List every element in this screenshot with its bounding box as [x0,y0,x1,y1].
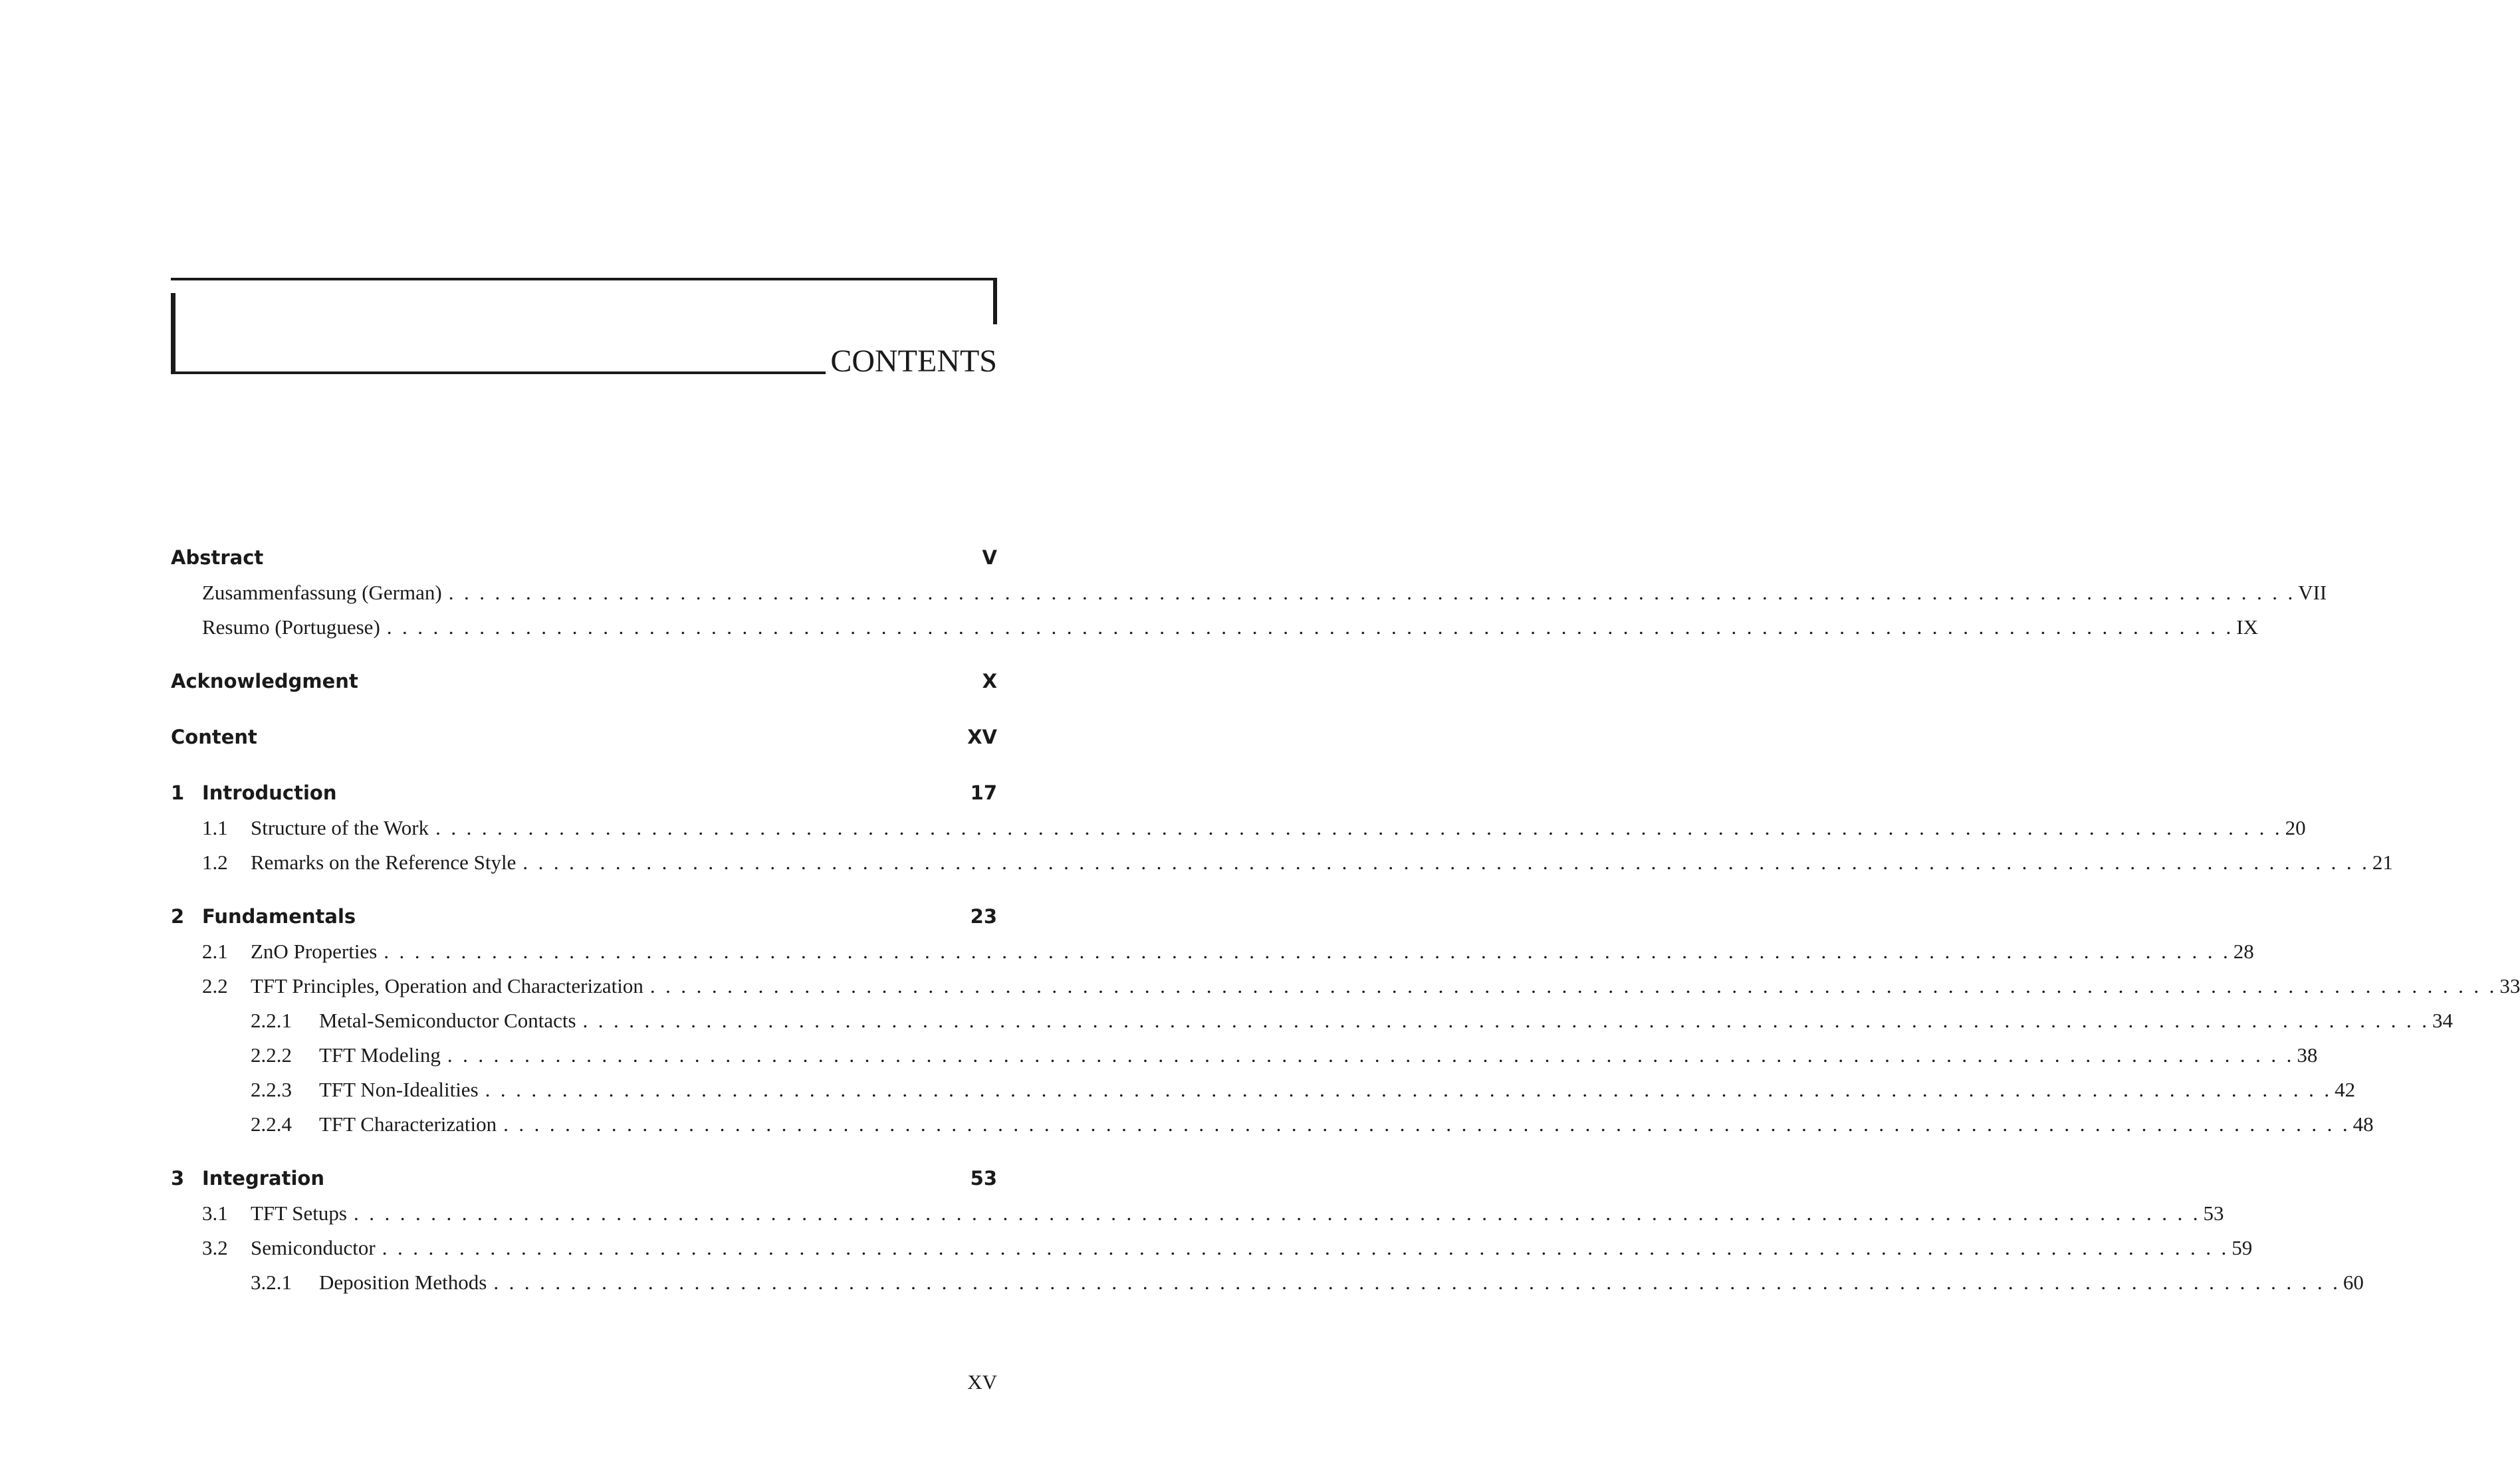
toc-entry-page: X [982,670,997,692]
toc-entry[interactable] [171,1009,2454,1035]
toc-entry[interactable] [171,1043,2318,1070]
toc-entry-page: 23 [970,905,997,928]
toc-entry[interactable] [171,615,2258,642]
chapter-frame-bottom-rule [171,371,826,374]
toc-entry-page: 59 [2232,1236,2253,1259]
toc-entry-number: 2 [171,905,185,928]
toc-entry-page: VII [2298,581,2327,604]
toc-entry-page: 48 [2352,1112,2374,1136]
toc-entry-number: 1.2 [202,851,228,874]
footer-page-number: XV [967,1370,997,1394]
toc-entry-page: 33 [2499,974,2520,997]
toc-entry-title: Acknowledgment [171,670,358,692]
toc-entry-number: 2.2.3 [251,1078,292,1101]
toc-entry-number: 1 [171,782,185,804]
toc-entry-title: ZnO Properties [251,940,378,963]
toc-entry-title: Introduction [202,782,337,804]
toc-dot-leader: . . . . . . . . . . . . . . . . . . . . . . . . . . . . . . . . . . . . . . . . . . . . . . . . . . . . . . . . . . . . . . . . . . . . . . . . . . . . . . . . . . . . . . . . . . . . . . . . . . . . . . . . . . . . . . . . . . . . . . . . [503,1112,2348,1136]
toc-dot-leader: . . . . . . . . . . . . . . . . . . . . . . . . . . . . . . . . . . . . . . . . . . . . . . . . . . . . . . . . . . . . . . . . . . . . . . . . . . . . . . . . . . . . . . . . . . . . . . . . . . . . . . . . . . . . . . . . . . . . . . . . [386,615,2232,639]
toc-entry-title: Abstract [171,546,264,569]
toc-entry-title: Metal-Semiconductor Contacts [319,1009,576,1032]
toc-dot-leader: . . . . . . . . . . . . . . . . . . . . . . . . . . . . . . . . . . . . . . . . . . . . . . . . . . . . . . . . . . . . . . . . . . . . . . . . . . . . . . . . . . . . . . . . . . . . . . . . . . . . . . . . . . . . . . . . . . . . . . . . [447,1043,2292,1067]
toc-entry-page: 53 [970,1167,997,1190]
toc-entry-page: IX [2236,615,2258,639]
toc-entry-title: Deposition Methods [319,1271,487,1294]
toc-entry-number: 3.2.1 [251,1271,292,1294]
toc-entry-title: TFT Characterization [319,1112,497,1136]
toc-entry[interactable] [171,1078,2356,1104]
toc-entry-page: 28 [2233,940,2254,963]
toc-entry-page: 60 [2343,1271,2364,1294]
toc-dot-leader: . . . . . . . . . . . . . . . . . . . . . . . . . . . . . . . . . . . . . . . . . . . . . . . . . . . . . . . . . . . . . . . . . . . . . . . . . . . . . . . . . . . . . . . . . . . . . . . . . . . . . . . . . . . . . . . . . . . . . . . . [522,851,2367,874]
toc-entry-title: TFT Non-Idealities [319,1078,479,1101]
toc-dot-leader: . . . . . . . . . . . . . . . . . . . . . . . . . . . . . . . . . . . . . . . . . . . . . . . . . . . . . . . . . . . . . . . . . . . . . . . . . . . . . . . . . . . . . . . . . . . . . . . . . . . . . . . . . . . . . . . . . . . . . . . . [382,1236,2227,1259]
chapter-frame-right-rule [993,278,997,324]
toc-entry[interactable] [171,782,997,808]
toc-dot-leader: . . . . . . . . . . . . . . . . . . . . . . . . . . . . . . . . . . . . . . . . . . . . . . . . . . . . . . . . . . . . . . . . . . . . . . . . . . . . . . . . . . . . . . . . . . . . . . . . . . . . . . . . . . . . . . . . . . . . . . . . [353,1201,2198,1225]
toc-entry-page: V [982,546,997,569]
toc-entry[interactable] [171,1271,2364,1297]
toc-entry-page: 42 [2335,1078,2356,1101]
toc-entry-title: Resumo (Portuguese) [202,615,380,639]
toc-entry[interactable] [171,1236,2253,1263]
toc-entry[interactable] [171,1112,2374,1139]
toc-entry-title: Semiconductor [251,1236,376,1259]
toc-entry-title: Structure of the Work [251,816,429,839]
toc-entry-title: Content [171,726,257,748]
toc-entry[interactable] [171,546,997,573]
toc-entry-title: Remarks on the Reference Style [251,851,516,874]
toc-dot-leader: . . . . . . . . . . . . . . . . . . . . . . . . . . . . . . . . . . . . . . . . . . . . . . . . . . . . . . . . . . . . . . . . . . . . . . . . . . . . . . . . . . . . . . . . . . . . . . . . . . . . . . . . . . . . . . . . . . . . . . . . [448,581,2293,604]
toc-entry[interactable] [171,851,2393,877]
toc-entry-title: TFT Setups [251,1201,347,1225]
toc-dot-leader: . . . . . . . . . . . . . . . . . . . . . . . . . . . . . . . . . . . . . . . . . . . . . . . . . . . . . . . . . . . . . . . . . . . . . . . . . . . . . . . . . . . . . . . . . . . . . . . . . . . . . . . . . . . . . . . . . . . . . . . . [435,816,2280,839]
chapter-frame-top-rule [171,278,996,280]
toc-dot-leader: . . . . . . . . . . . . . . . . . . . . . . . . . . . . . . . . . . . . . . . . . . . . . . . . . . . . . . . . . . . . . . . . . . . . . . . . . . . . . . . . . . . . . . . . . . . . . . . . . . . . . . . . . . . . . . . . . . . . . . . . [485,1078,2330,1101]
toc-entry[interactable] [171,816,2306,843]
toc-entry[interactable] [171,1167,997,1194]
toc-entry-title: TFT Modeling [319,1043,441,1067]
toc-entry-number: 2.2 [202,974,228,997]
toc-entry-number: 2.2.1 [251,1009,292,1032]
toc-entry-number: 2.2.2 [251,1043,292,1067]
toc-entry-title: Fundamentals [202,905,356,928]
toc-entry-number: 3.1 [202,1201,228,1225]
toc-entry-page: 20 [2285,816,2306,839]
toc-dot-leader: . . . . . . . . . . . . . . . . . . . . . . . . . . . . . . . . . . . . . . . . . . . . . . . . . . . . . . . . . . . . . . . . . . . . . . . . . . . . . . . . . . . . . . . . . . . . . . . . . . . . . . . . . . . . . . . . . . . . . . . . [384,940,2228,963]
toc-entry-number: 2.2.4 [251,1112,292,1136]
toc-dot-leader: . . . . . . . . . . . . . . . . . . . . . . . . . . . . . . . . . . . . . . . . . . . . . . . . . . . . . . . . . . . . . . . . . . . . . . . . . . . . . . . . . . . . . . . . . . . . . . . . . . . . . . . . . . . . . . . . . . . . . . . . [582,1009,2428,1032]
toc-entry-page: XV [967,726,997,748]
toc-entry-number: 3 [171,1167,185,1190]
toc-entry-title: TFT Principles, Operation and Characterization [251,974,643,997]
toc-entry-title: Integration [202,1167,324,1190]
toc-entry[interactable] [171,581,2327,607]
chapter-title: CONTENTS [830,344,997,379]
toc-entry-page: 17 [970,782,997,804]
toc-entry[interactable] [171,726,997,752]
toc-entry[interactable] [171,1201,2224,1228]
toc-entry-number: 1.1 [202,816,228,839]
toc-entry[interactable] [171,905,997,932]
toc-entry-page: 34 [2432,1009,2454,1032]
toc-dot-leader: . . . . . . . . . . . . . . . . . . . . . . . . . . . . . . . . . . . . . . . . . . . . . . . . . . . . . . . . . . . . . . . . . . . . . . . . . . . . . . . . . . . . . . . . . . . . . . . . . . . . . . . . . . . . . . . . . . . . . . . . [493,1271,2338,1294]
toc-entry-page: 53 [2203,1201,2224,1225]
toc-dot-leader: . . . . . . . . . . . . . . . . . . . . . . . . . . . . . . . . . . . . . . . . . . . . . . . . . . . . . . . . . . . . . . . . . . . . . . . . . . . . . . . . . . . . . . . . . . . . . . . . . . . . . . . . . . . . . . . . . . . . . . . . [649,974,2495,997]
toc-entry-title: Zusammenfassung (German) [202,581,442,604]
toc-entry-page: 38 [2297,1043,2318,1067]
chapter-frame-left-rule [171,293,175,374]
toc-entry-number: 2.1 [202,940,228,963]
toc-entry-page: 21 [2372,851,2393,874]
toc-entry-number: 3.2 [202,1236,228,1259]
toc-entry[interactable] [171,974,2520,1001]
toc-entry[interactable] [171,670,997,696]
toc-entry[interactable] [171,940,2254,966]
